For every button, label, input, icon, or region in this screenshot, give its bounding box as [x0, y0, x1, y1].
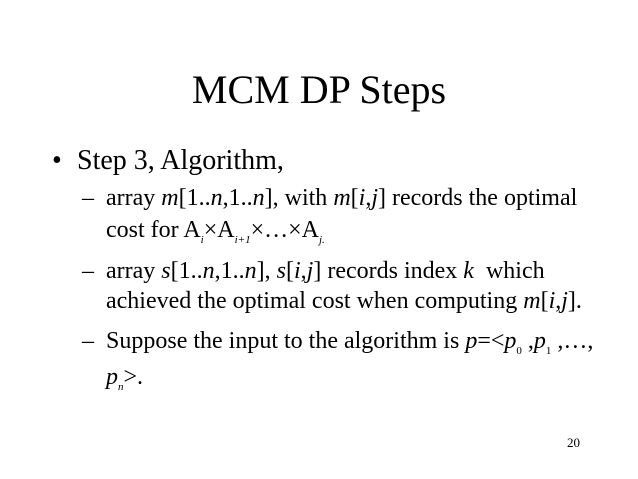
subscript-0: 0	[516, 345, 522, 357]
bullet-text: Step 3, Algorithm,	[77, 145, 284, 176]
sub-bullet-2-line-2	[106, 286, 582, 316]
text-run: ].	[567, 288, 582, 314]
text-run: achieved the optimal cost when computing	[106, 288, 524, 314]
var-k: k	[463, 258, 474, 284]
slide-title: MCM DP Steps	[191, 67, 447, 112]
subscript-n: n	[118, 381, 124, 393]
text-run: >.	[123, 364, 144, 390]
sub-bullet-3-line-1	[106, 326, 593, 356]
text-run: Suppose the input to the algorithm is	[106, 328, 466, 354]
var-s: s	[161, 258, 171, 284]
text-run: ], with	[264, 185, 334, 211]
sub-bullet-dash-1: –	[82, 185, 94, 211]
var-j: j	[306, 258, 314, 284]
text-run: which	[473, 258, 545, 284]
var-p: p	[504, 328, 517, 354]
var-n: n	[210, 185, 223, 211]
var-p: p	[106, 364, 118, 390]
var-p: p	[465, 328, 478, 354]
var-i: i	[548, 288, 556, 314]
sub-bullet-dash-3: –	[82, 328, 94, 354]
var-j: j	[561, 288, 568, 314]
text-run: ,	[365, 185, 372, 211]
var-i: i	[293, 258, 301, 284]
sub-bullet-dash-2: –	[82, 258, 94, 284]
text-run: array	[106, 185, 162, 211]
var-n: n	[244, 258, 257, 284]
var-m: m	[333, 185, 351, 211]
sub-bullet-1-line-1	[106, 183, 577, 213]
var-i: i	[358, 185, 366, 211]
sub-bullet-1-line-2	[106, 215, 325, 245]
var-p: p	[533, 328, 546, 354]
slide-number: 20	[567, 435, 580, 450]
var-n: n	[202, 258, 215, 284]
text-run: ,	[521, 328, 534, 354]
sub-bullet-3-line-2	[106, 362, 143, 392]
text-run: ] records index	[313, 258, 464, 284]
text-run: [	[540, 288, 549, 314]
bullet-item	[52, 144, 284, 178]
text-run: cost for A	[106, 217, 201, 243]
text-run: ,1..	[222, 185, 253, 211]
text-run: array	[106, 258, 162, 284]
var-m: m	[161, 185, 179, 211]
text-run: ] records the optimal	[378, 185, 578, 211]
text-run: ],	[256, 258, 277, 284]
subscript-i: i	[200, 234, 204, 246]
sub-bullet-2-line-1	[106, 256, 545, 286]
bullet-marker: •	[52, 145, 62, 176]
var-j: j	[371, 185, 378, 211]
text-run: ,1..	[214, 258, 245, 284]
text-run: ,…,	[551, 328, 594, 354]
text-run: ×…×A	[250, 217, 319, 243]
text-run: ,	[555, 288, 562, 314]
text-run: =<	[477, 328, 505, 354]
text-run: ×A	[203, 217, 235, 243]
text-run: [	[285, 258, 294, 284]
subscript-j: j.	[318, 234, 325, 246]
text-run: ,	[300, 258, 307, 284]
var-s: s	[276, 258, 286, 284]
subscript-i-plus-1: i+1	[234, 234, 251, 246]
text-run: [1..	[170, 258, 203, 284]
text-run: [1..	[178, 185, 211, 211]
var-n: n	[252, 185, 265, 211]
var-m: m	[523, 288, 541, 314]
text-run: [	[350, 185, 359, 211]
subscript-1: 1	[545, 345, 552, 357]
